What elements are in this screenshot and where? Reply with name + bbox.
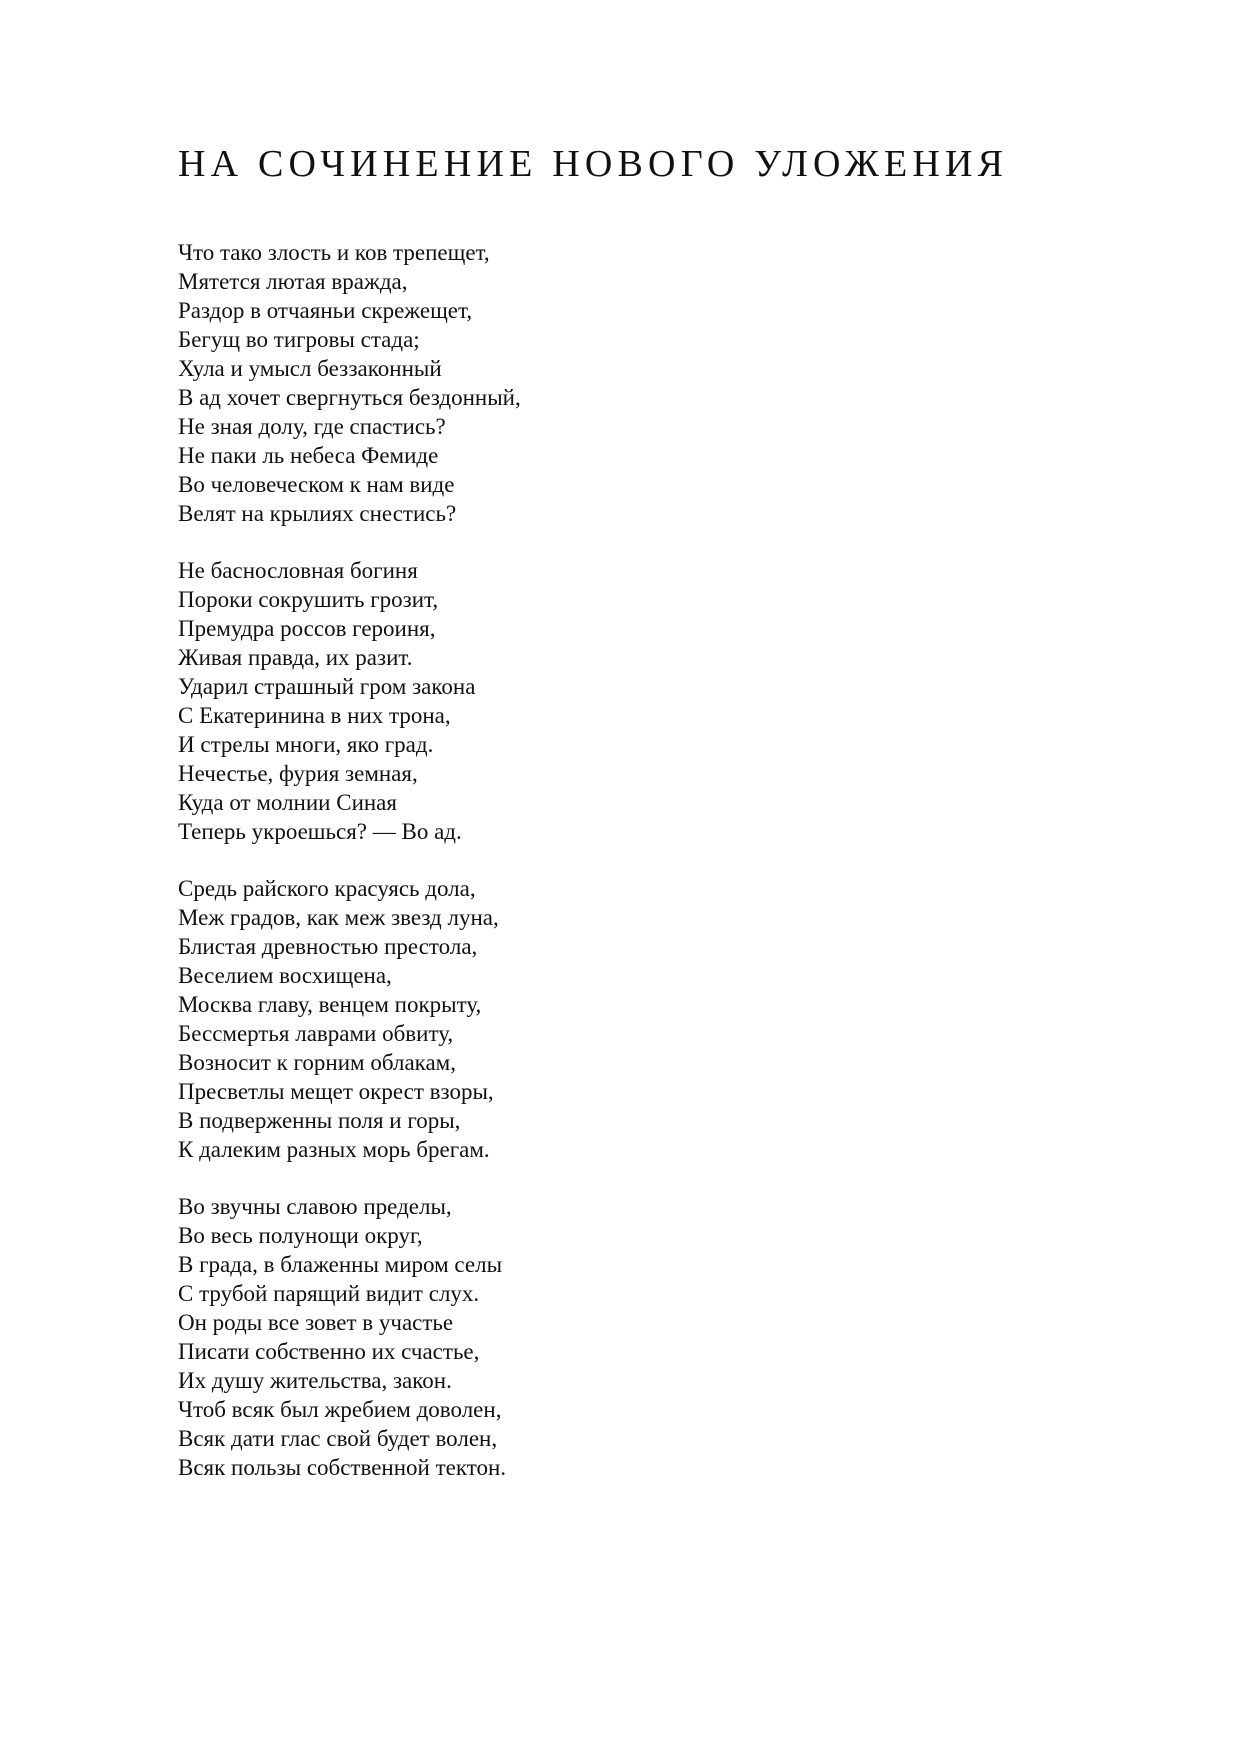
poem-line: Не паки ль небеса Фемиде: [178, 443, 439, 468]
poem-line: Всяк пользы собственной тектон.: [178, 1455, 507, 1480]
poem-line: Возносит к горним облакам,: [178, 1050, 456, 1075]
poem-line: Бегущ во тигровы стада;: [178, 327, 420, 352]
poem-line: Живая правда, их разит.: [178, 645, 413, 670]
stanza-3: [178, 874, 1078, 1164]
poem-line: Блистая древностью престола,: [178, 934, 478, 959]
stanza-2: [178, 556, 1078, 846]
poem-line: В града, в блаженны миром селы: [178, 1252, 503, 1277]
poem-line: С трубой парящий видит слух.: [178, 1281, 480, 1306]
poem-line: Не баснословная богиня: [178, 558, 418, 583]
poem-line: Веселием восхищена,: [178, 963, 392, 988]
poem-line: Что тако злость и ков трепещет,: [178, 240, 490, 265]
poem-title: НА СОЧИНЕНИЕ НОВОГО УЛОЖЕНИЯ: [178, 143, 1009, 185]
poem-line: Куда от молнии Синая: [178, 790, 397, 815]
poem-line: Во человеческом к нам виде: [178, 472, 455, 497]
poem-line: В ад хочет свергнуться бездонный,: [178, 385, 521, 410]
poem-body: [178, 238, 1078, 1510]
stanza-1: [178, 238, 1078, 528]
poem-line: Раздор в отчаяньи скрежещет,: [178, 298, 473, 323]
poem-line: Мятется лютая вражда,: [178, 269, 408, 294]
poem-line: Их душу жительства, закон.: [178, 1368, 452, 1393]
poem-line: Чтоб всяк был жребием доволен,: [178, 1397, 502, 1422]
poem-line: И стрелы многи, яко град.: [178, 732, 434, 757]
poem-line: В подверженны поля и горы,: [178, 1108, 461, 1133]
poem-line: Он роды все зовет в участье: [178, 1310, 454, 1335]
poem-line: Во весь полунощи округ,: [178, 1223, 423, 1248]
poem-line: Москва главу, венцем покрыту,: [178, 992, 482, 1017]
poem-line: Во звучны славою пределы,: [178, 1194, 452, 1219]
poem-line: Всяк дати глас свой будет волен,: [178, 1426, 498, 1451]
poem-line: Средь райского красуясь дола,: [178, 876, 476, 901]
poem-line: С Екатеринина в них трона,: [178, 703, 451, 728]
poem-line: Писати собственно их счастье,: [178, 1339, 480, 1364]
poem-line: Не зная долу, где спастись?: [178, 414, 446, 439]
poem-line: К далеким разных морь брегам.: [178, 1137, 490, 1162]
poem-line: Пороки сокрушить грозит,: [178, 587, 439, 612]
poem-line: Бессмертья лаврами обвиту,: [178, 1021, 454, 1046]
poem-line: Теперь укроешься? — Во ад.: [178, 819, 462, 844]
poem-line: Премудра россов героиня,: [178, 616, 436, 641]
poem-line: Хула и умысл беззаконный: [178, 356, 442, 381]
poem-line: Нечестье, фурия земная,: [178, 761, 418, 786]
poem-line: Пресветлы мещет окрест взоры,: [178, 1079, 494, 1104]
poem-line: Ударил страшный гром закона: [178, 674, 476, 699]
stanza-4: [178, 1192, 1078, 1482]
poem-line: Меж градов, как меж звезд луна,: [178, 905, 499, 930]
poem-line: Велят на крылиях снестись?: [178, 501, 457, 526]
